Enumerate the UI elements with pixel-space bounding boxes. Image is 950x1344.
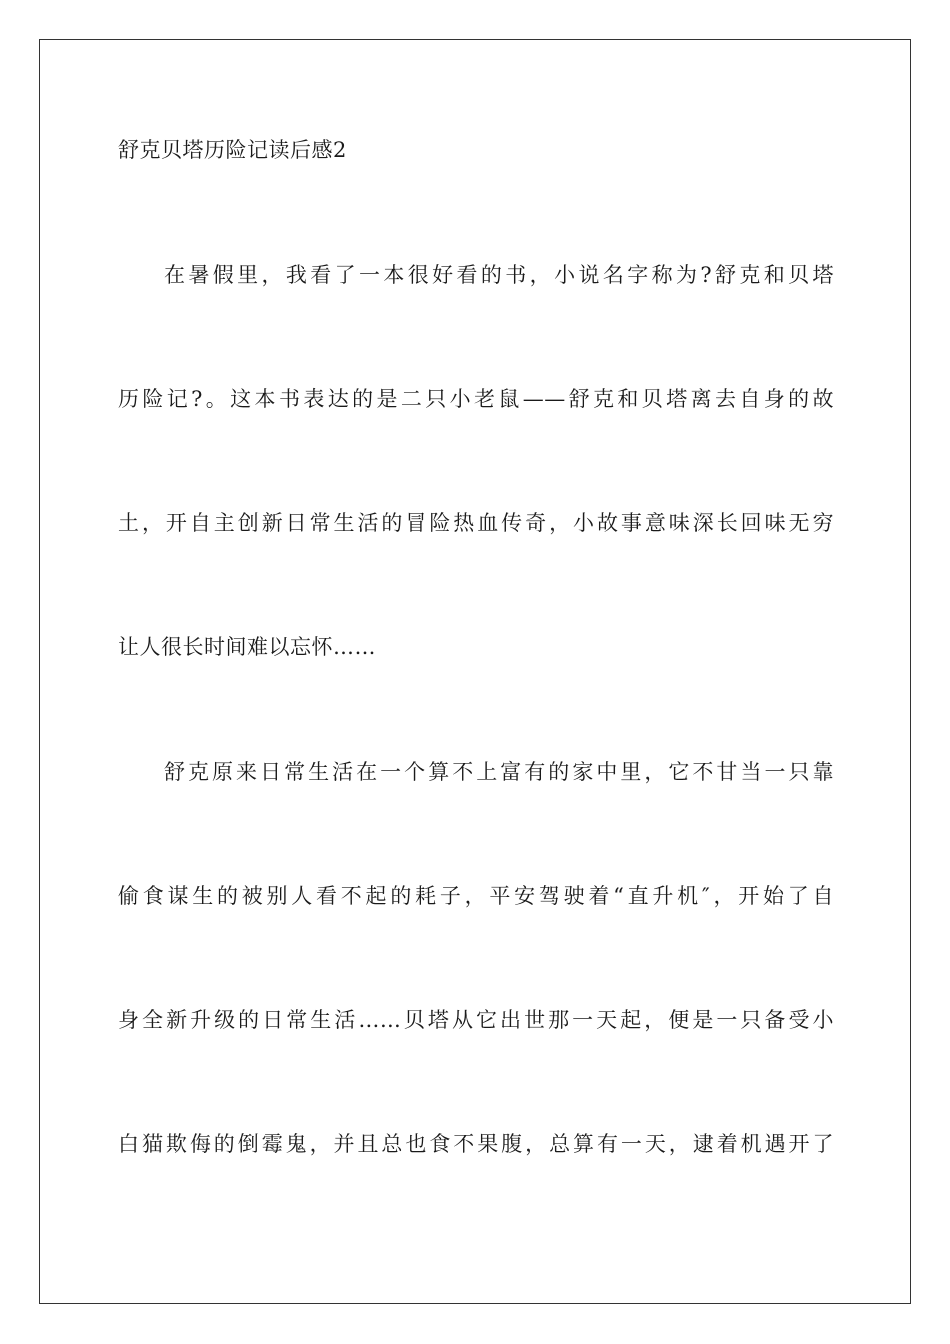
paragraph-1-line-4: 让人很长时间难以忘怀…… [118,635,376,659]
page-border [39,39,911,1304]
paragraph-2-line-4: 白猫欺侮的倒霉鬼，并且总也食不果腹，总算有一天，逮着机遇开了 [118,1132,834,1156]
document-title: 舒克贝塔历险记读后感2 [118,138,347,162]
paragraph-2-line-1: 舒克原来日常生活在一个算不上富有的家中里，它不甘当一只靠 [164,760,834,784]
paragraph-1-line-2: 历险记?。这本书表达的是二只小老鼠——舒克和贝塔离去自身的故 [118,387,834,411]
paragraph-1-line-3: 土，开自主创新日常生活的冒险热血传奇，小故事意味深长回味无穷 [118,511,834,535]
paragraph-1-line-1: 在暑假里，我看了一本很好看的书，小说名字称为?舒克和贝塔 [164,263,834,287]
paragraph-2-line-2: 偷食谋生的被别人看不起的耗子，平安驾驶着“直升机″，开始了自 [118,884,834,908]
paragraph-2-line-3: 身全新升级的日常生活……贝塔从它出世那一天起，便是一只备受小 [118,1008,834,1032]
